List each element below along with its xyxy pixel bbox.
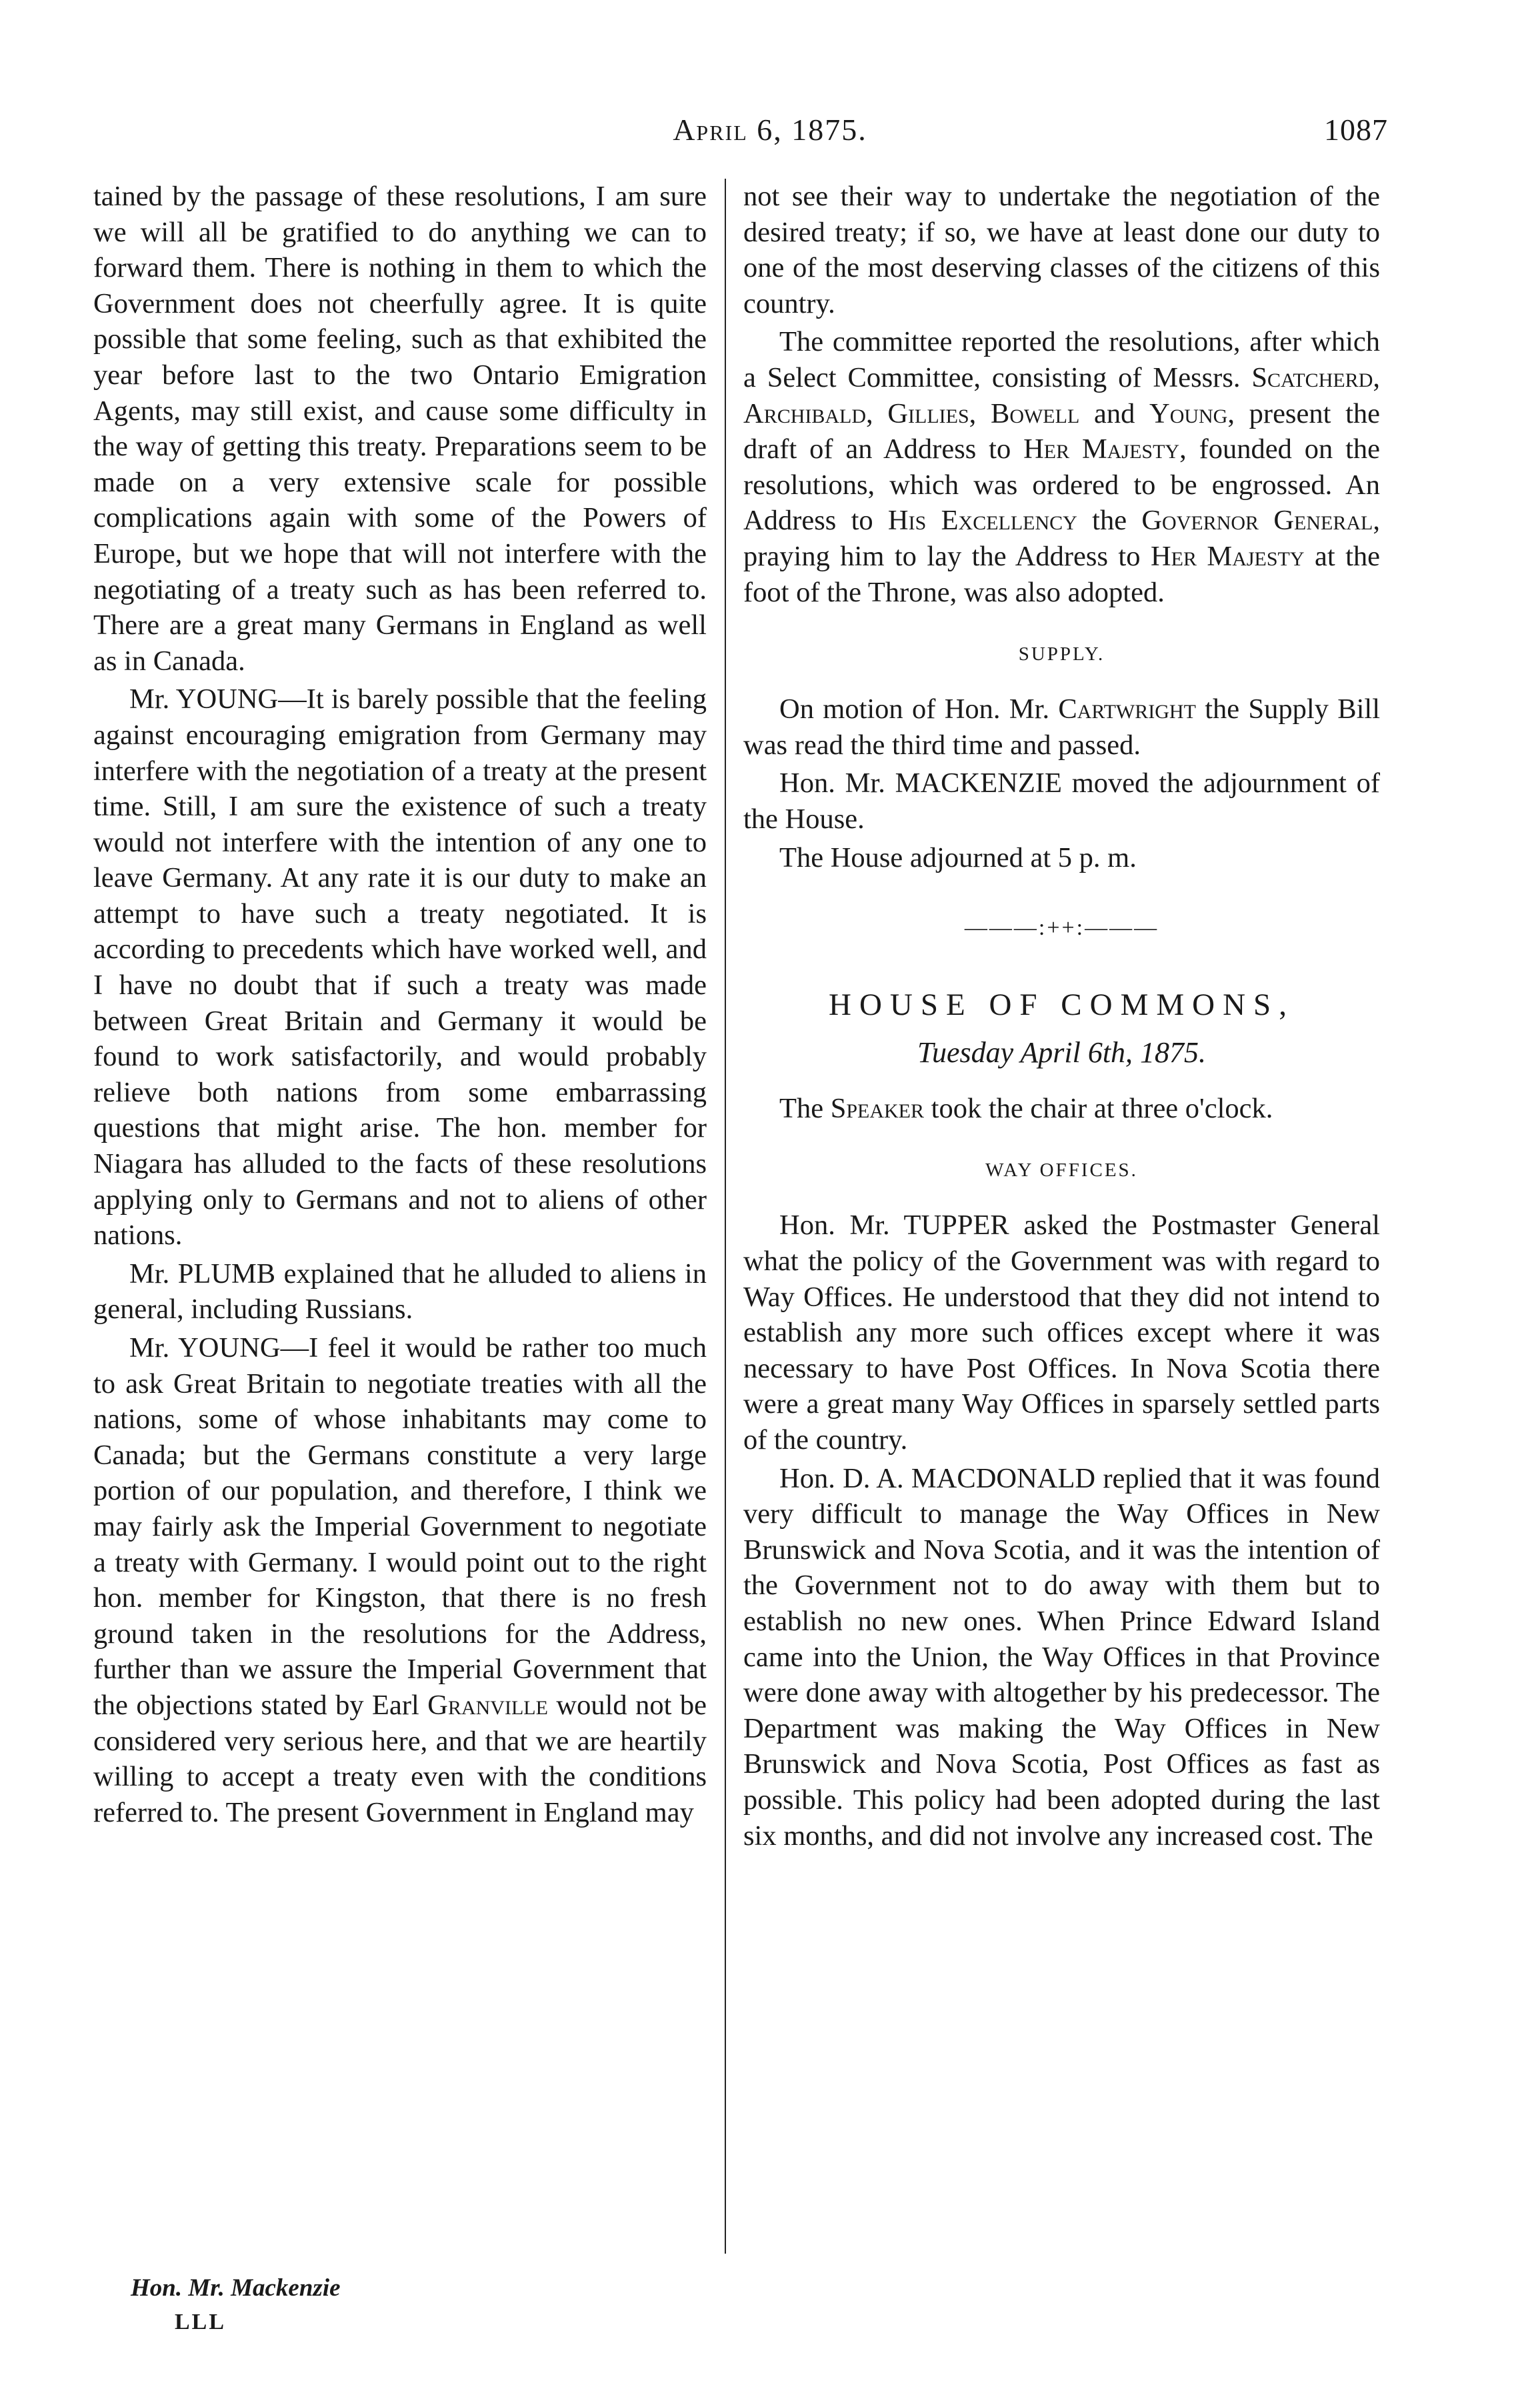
running-header-date [627, 112, 913, 147]
left-column [93, 179, 707, 1830]
supply-text-a: On motion of Hon. Mr. [779, 693, 1059, 725]
left-paragraph-young-2 [93, 1330, 707, 1830]
right-paragraph-1: not see their way to undertake the negotiation of the desired treaty; if so, we have at least done our duty to one of the most deserving classes of the citizens of this country. [743, 181, 1380, 319]
speaker-text-b: took the chair at three o'clock. [924, 1092, 1273, 1124]
macdonald-paragraph: Hon. D. A. MACDONALD replied that it was found very difficult to manage the Way Offices in New Brunswick and Nova Scotia, and it was the intention of the Government not to do away with them but to establish no new ones. When Prince Edward Island came into the Union, the Way Offices in that Province were done away with altogether by his predecessor. The Department was making the Way Offices in New Brunswick and Nova Scotia, Post Offices as fast as possible. This policy had been adopted during the last six months, and did not involve any increased cost. The [743, 1462, 1380, 1852]
committee-and: and [1079, 397, 1149, 429]
page-number: 1087 [1324, 113, 1388, 147]
header-month: April [673, 113, 748, 147]
adjournment-motion: Hon. Mr. MACKENZIE moved the adjournment of the House. [743, 767, 1380, 835]
heading-supply: SUPPLY. [1018, 643, 1105, 665]
her-majesty-1: Her Majesty [1023, 433, 1180, 465]
granville-name: Granville [427, 1689, 548, 1721]
young-text-b: would not be considered very serious here, and that we are heartily willing to accept a treaty even with the conditions referred to. The present Government in England may [93, 1689, 707, 1828]
footer-signature-code: LLL [175, 2310, 227, 2334]
section-ornament: ———:++:——— [964, 915, 1159, 941]
house-of-commons-title: HOUSE OF COMMONS, [829, 987, 1295, 1022]
left-paragraph-young: Mr. YOUNG—It is barely possible that the feeling against encouraging emigration from Germany may interfere with the negotiation of a treaty at the present time. Still, I am sure the existence of such a treaty would not interfere with the intention of any one to leave Germany. At any rate it is our duty to make an attempt to have such a treaty negotiated. It is according to precedents which have worked well, and I have no doubt that if such a treaty was made between Great Britain and Germany it would be found to work satisfactorily, and would probably relieve both nations from some embarrassing questions that might arise. The hon. member for Niagara has alluded to the facts of these resolutions applying only to Germans and not to aliens of other nations. [93, 683, 707, 1252]
house-adjourned: The House adjourned at 5 p. m. [779, 841, 1137, 873]
header-date-rest: 6, 1875. [747, 113, 867, 147]
committee-members: Scatcherd, Archibald, Gillies, Bowell [743, 361, 1380, 429]
cartwright-name: Cartwright [1058, 693, 1196, 725]
committee-text-b: , present the draft of an Address to [743, 397, 1380, 465]
footer-signature: Hon. Mr. Mackenzie [131, 2274, 341, 2302]
young-text-a: Mr. YOUNG—I feel it would be rather too much to ask Great Britain to negotiate treaties with all the nations, some of whose inhabitants may come to Canada; but the Germans constitute a very large portion of our population, and therefore, I think we may fairly ask the Imperial Government to negotiate a treaty with Germany. I would point out to the right hon. member for Kingston, that there is no fresh ground taken in the resolutions for the Address, further than we assure the Imperial Government that the objections stated by Earl [93, 1332, 707, 1721]
heading-way-offices: WAY OFFICES. [985, 1159, 1138, 1181]
left-paragraph-plumb: Mr. PLUMB explained that he alluded to aliens in general, including Russians. [93, 1258, 707, 1326]
tupper-paragraph: Hon. Mr. TUPPER asked the Postmaster General what the policy of the Government was with regard to Way Offices. He understood that they did not intend to establish any more such offices except where it was necessary to have Post Offices. In Nova Scotia there were a great many Way Offices in sparsely settled parts of the country. [743, 1210, 1380, 1456]
supply-paragraph [743, 691, 1380, 763]
committee-text-e: at the foot of the Throne, was also adopted. [743, 540, 1381, 608]
his-excellency: His Excellency [887, 505, 1077, 537]
her-majesty-2: Her Majesty [1150, 540, 1305, 572]
committee-text-a: The committee reported the resolutions, after which a Select Committee, consisting of Messrs. [743, 326, 1380, 393]
committee-text-d: , praying him to lay the Address to [743, 505, 1380, 572]
committee-the: the [1077, 505, 1142, 537]
speaker-text-a: The [779, 1092, 831, 1124]
column-rule [725, 179, 726, 2254]
governor-general: Governor General [1141, 505, 1373, 537]
committee-text-c: , founded on the resolutions, which was ordered to be engrossed. An Address to [743, 433, 1380, 537]
left-paragraph-1: tained by the passage of these resolutions, I am sure we will all be gratified to do anything we can to forward them. There is nothing in them to which the Government does not cheerfully agree. It is quite possible that some feeling, such as that exhibited the year before last to the two Ontario Emigration Agents, may still exist, and cause some difficulty in the way of getting this treaty. Preparations seem to be made on a very extensive scale for possible complications again with some of the Powers of Europe, but we hope that will not interfere with the negotiating of a treaty such as has been referred to. There are a great many Germans in England as well as in Canada. [93, 181, 707, 677]
speaker-paragraph [743, 1091, 1380, 1127]
supply-text-b: the Supply Bill was read the third time and passed. [743, 693, 1381, 761]
right-column [743, 179, 1380, 1854]
committee-young: Young [1149, 397, 1228, 429]
speaker-name: Speaker [830, 1092, 925, 1124]
session-date: Tuesday April 6th, 1875. [917, 1036, 1207, 1069]
committee-paragraph [743, 324, 1380, 610]
